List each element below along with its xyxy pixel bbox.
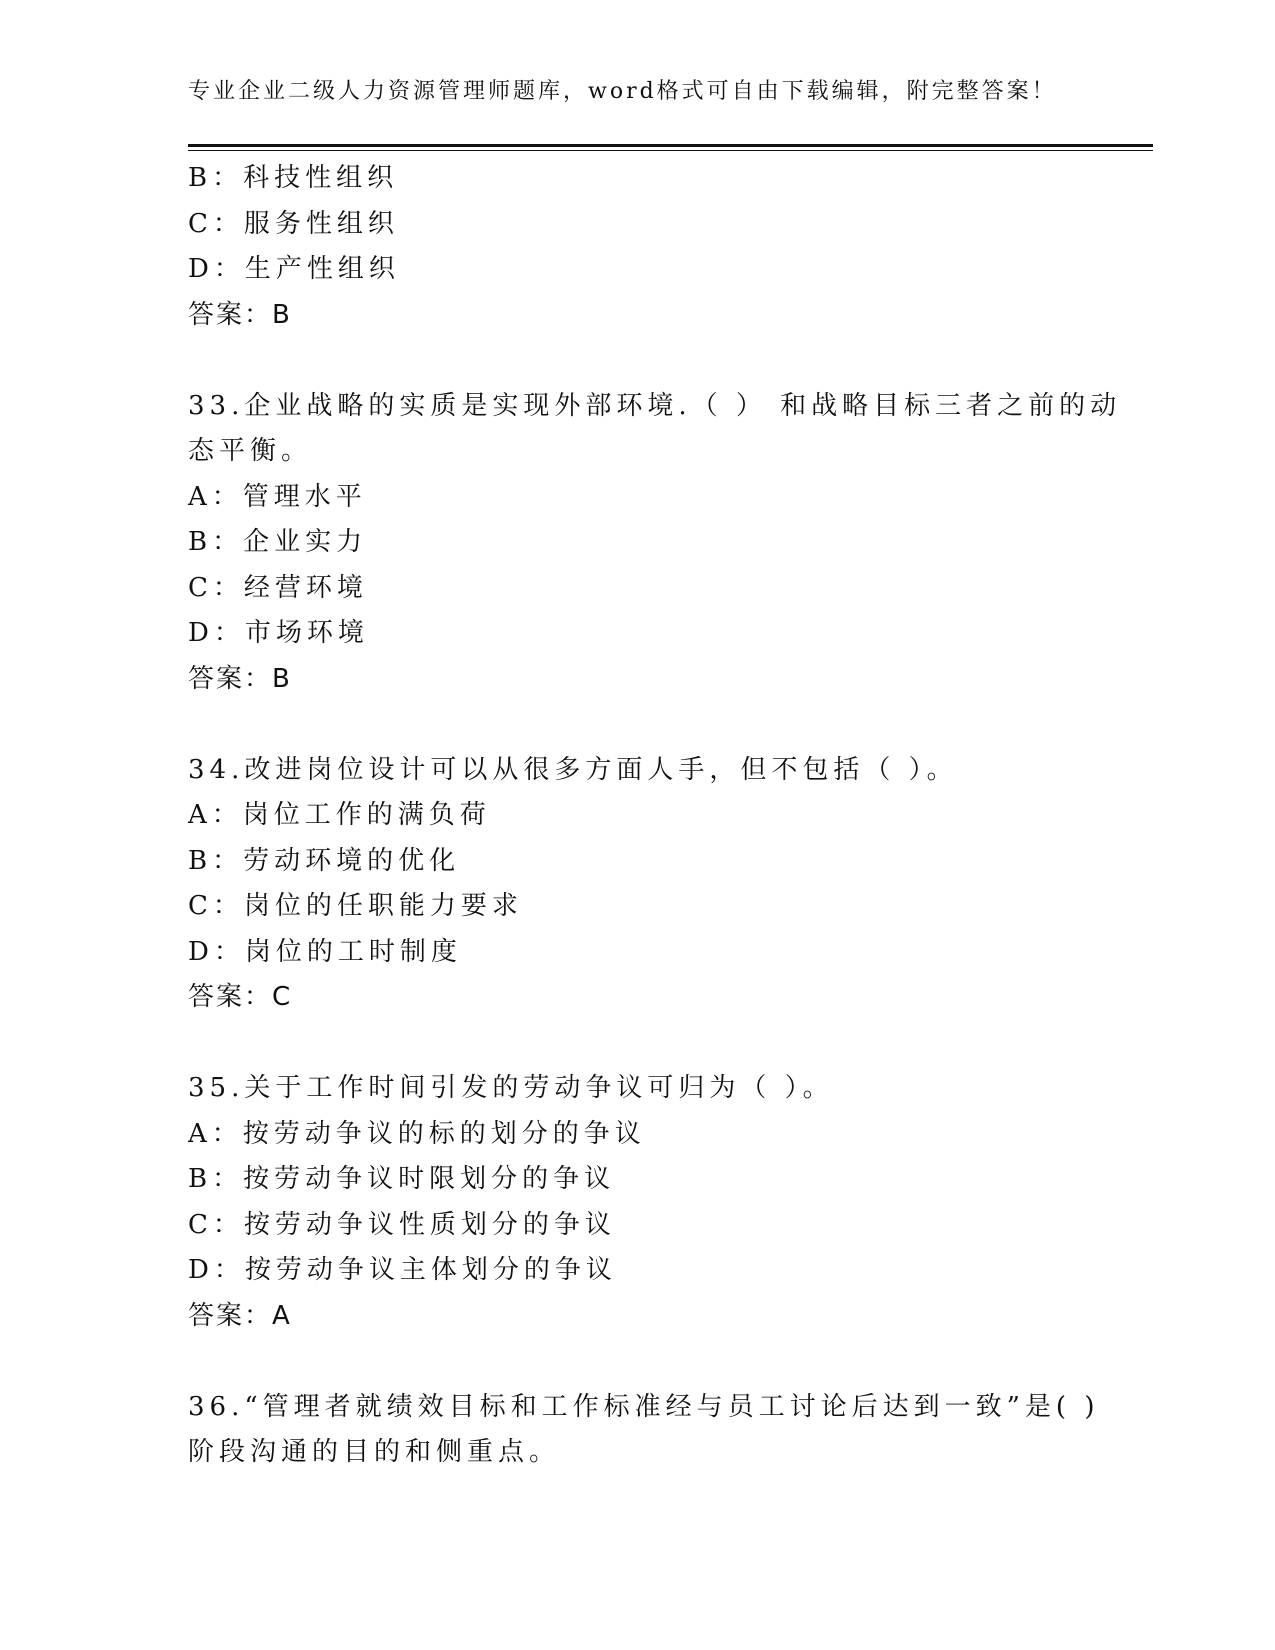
question-33 [188,384,1122,703]
header-rule-thin [188,150,1153,151]
question-34 [188,748,1088,1021]
page-header: 专业企业二级人力资源管理师题库，word格式可自由下载编辑，附完整答案！ [188,79,1057,104]
spacer [188,1339,1088,1385]
option-b: B：企业实力 [188,527,368,557]
option-c: C：服务性组织 [188,208,399,239]
option-c: C：岗位的任职能力要求 [188,891,523,921]
question-stem: 35.关于工作时间引发的劳动争议可归为（ ）。 [188,1073,834,1103]
option-a: A：按劳动争议的标的划分的争议 [188,1118,646,1149]
option-a: A：管理水平 [188,481,367,512]
answer: 答案：C [188,982,293,1012]
question-stem-continued: 阶段沟通的目的和侧重点。 [188,1437,561,1467]
question-35 [188,1066,1088,1339]
option-b: B：科技性组织 [188,163,399,193]
option-d: D：按劳动争议主体划分的争议 [188,1255,617,1285]
question-stem: 33.企业战略的实质是实现外部环境.（ ） 和战略目标三者之前的动 [188,390,1122,421]
question-36 [188,1385,1100,1476]
option-c: C：按劳动争议性质划分的争议 [188,1209,616,1240]
spacer [188,338,1088,384]
question-stem-continued: 态平衡。 [188,436,313,466]
answer: 答案：B [188,299,292,330]
question-stem: 36.“管理者就绩效目标和工作标准经与员工讨论后达到一致”是( ) [188,1391,1100,1422]
option-d: D：生产性组织 [188,254,400,284]
option-d: D：市场环境 [188,618,369,648]
option-c: C：经营环境 [188,572,368,603]
option-a: A：岗位工作的满负荷 [188,800,491,830]
question-stem: 34.改进岗位设计可以从很多方面人手，但不包括（ ）。 [188,754,958,785]
option-d: D：岗位的工时制度 [188,936,462,967]
spacer [188,1021,1088,1067]
answer: 答案：B [188,663,292,694]
question-list [188,156,1122,1476]
option-b: B：按劳动争议时限划分的争议 [188,1164,616,1194]
option-b: B：劳动环境的优化 [188,845,461,876]
answer: 答案：A [188,1300,292,1331]
spacer [188,702,1088,748]
question-32 [188,156,1088,338]
header-rule-thick [188,144,1153,147]
